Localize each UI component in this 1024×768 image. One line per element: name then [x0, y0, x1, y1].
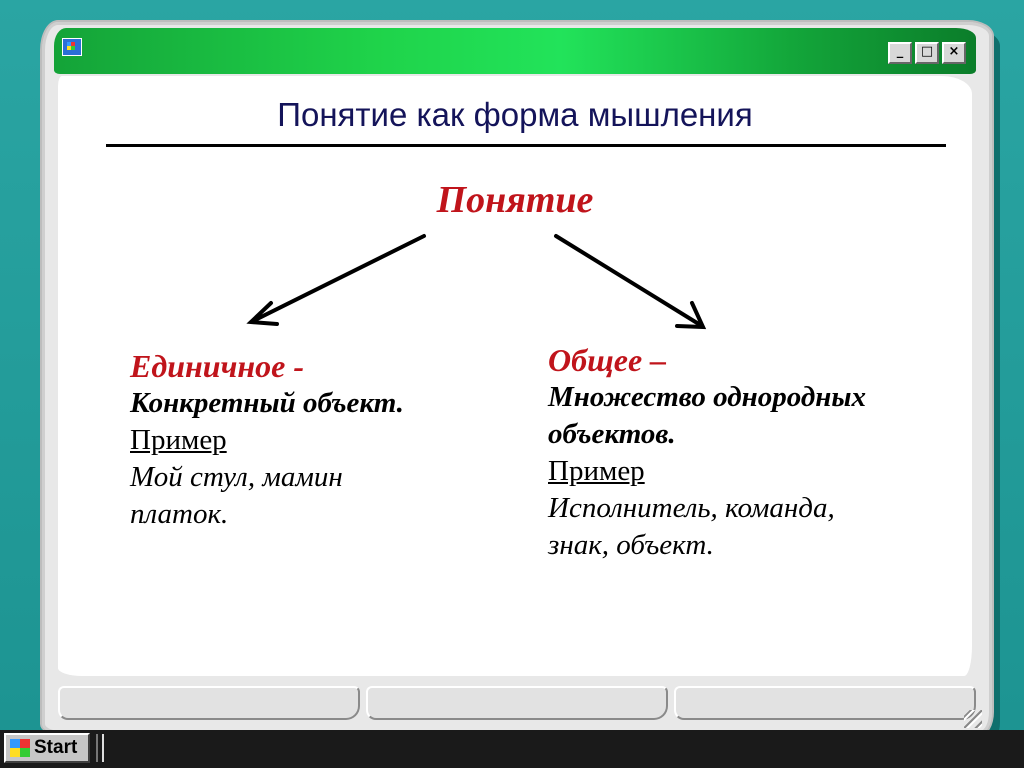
title-bar[interactable]: [54, 28, 976, 74]
singular-example-line: платок.: [130, 498, 229, 530]
arrow-left: [251, 236, 424, 324]
singular-definition: Конкретный объект.: [130, 387, 404, 419]
singular-example-label: Пример: [130, 424, 227, 456]
general-example-label: Пример: [548, 455, 645, 487]
horizontal-scrollbar[interactable]: [58, 686, 976, 720]
resize-grip-icon[interactable]: [964, 710, 982, 728]
general-concept-block: [548, 342, 948, 564]
minimize-button[interactable]: _: [888, 42, 912, 64]
arrows-diagram: [58, 76, 972, 376]
scrollbar-segment[interactable]: [674, 686, 976, 720]
singular-term: Единичное -: [130, 348, 304, 384]
singular-example-line: Мой стул, мамин: [130, 461, 343, 493]
taskbar-separator: [96, 734, 104, 762]
general-definition-line: Множество однородных: [548, 381, 866, 413]
general-example-line: знак, объект.: [548, 529, 714, 561]
general-example-line: Исполнитель, команда,: [548, 492, 835, 524]
maximize-button[interactable]: □: [915, 42, 939, 64]
taskbar: [0, 730, 1024, 768]
scrollbar-segment[interactable]: [366, 686, 668, 720]
close-button[interactable]: ×: [942, 42, 966, 64]
slide-content: [58, 76, 972, 676]
concept-heading: Понятие: [436, 179, 594, 221]
presentation-window: [40, 20, 994, 736]
slide-title: Понятие как форма мышления: [277, 96, 753, 133]
scrollbar-segment[interactable]: [58, 686, 360, 720]
singular-concept-block: [130, 348, 490, 533]
windows-flag-icon: [10, 739, 30, 757]
start-label: Start: [34, 737, 78, 758]
arrow-right: [556, 236, 703, 327]
start-button[interactable]: [4, 733, 90, 763]
general-term: Общее –: [548, 342, 667, 378]
window-controls: [888, 42, 966, 64]
windows-flag-icon[interactable]: [62, 38, 82, 56]
general-definition-line: объектов.: [548, 418, 676, 450]
